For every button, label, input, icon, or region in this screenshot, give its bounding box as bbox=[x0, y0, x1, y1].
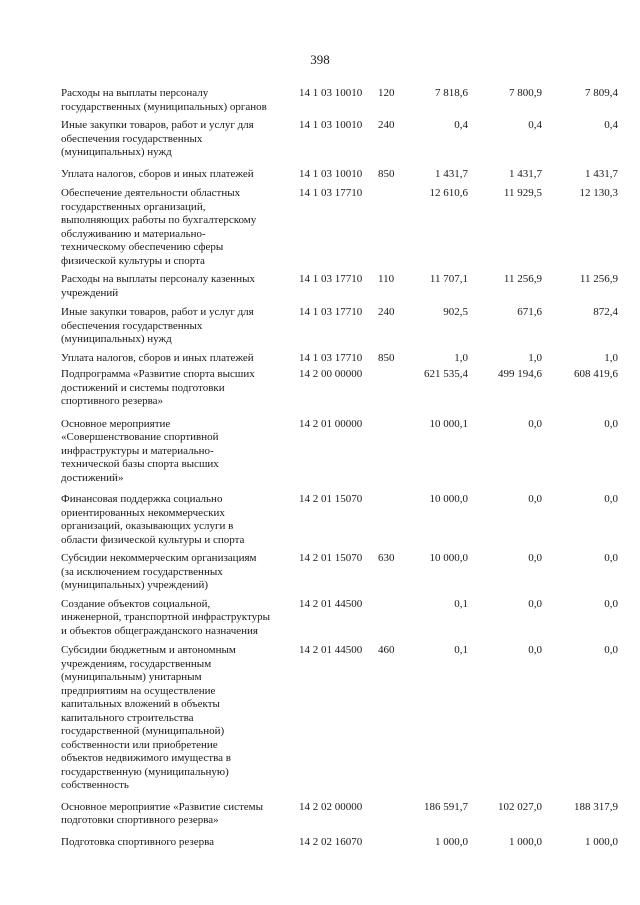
row-amount-1: 10 000,0 bbox=[429, 493, 468, 505]
table-row bbox=[61, 187, 621, 268]
row-name: Уплата налогов, сборов и иных платежей bbox=[61, 351, 254, 364]
row-code: 14 2 01 00000 bbox=[299, 417, 363, 430]
row-amount-3: 1 000,0 bbox=[585, 835, 618, 848]
row-name: Подготовка спортивного резерва bbox=[61, 835, 215, 848]
row-name: Субсидии некоммерческим организациям (за исключением государственных (муниципальных) учреждений) bbox=[61, 552, 257, 591]
row-amount-2: 11 929,5 bbox=[503, 187, 542, 199]
row-amount-3: 872,4 bbox=[593, 306, 618, 318]
row-code: 14 1 03 17710 bbox=[299, 306, 363, 318]
row-amount-1: 902,5 bbox=[443, 306, 468, 318]
row-code: 14 2 02 00000 bbox=[299, 800, 363, 813]
row-name: Субсидии бюджетным и автономным учреждениям, государственным (муниципальным) унитарным предприятиям на осуществление капитальных вложений в объекты капитального строительства государственной (муниципальной) собственности или приобретение объектов недвижимого имущества в государственную (муниципальную) собственность bbox=[61, 644, 236, 791]
table-row bbox=[61, 836, 621, 850]
row-amount-3: 0,0 bbox=[604, 552, 618, 564]
row-amount-3: 1,0 bbox=[604, 351, 618, 364]
row-amount-1: 12 610,6 bbox=[429, 187, 468, 199]
row-expense-type: 240 bbox=[378, 306, 395, 318]
row-amount-3: 0,0 bbox=[604, 644, 618, 656]
table-row bbox=[61, 168, 621, 182]
row-name: Создание объектов социальной, инженерной, транспортной инфраструктуры и объектов общегражданского назначения bbox=[61, 597, 271, 637]
table-row bbox=[61, 598, 621, 639]
row-amount-2: 499 194,6 bbox=[498, 368, 542, 380]
table-row bbox=[61, 644, 621, 793]
row-code: 14 1 03 17710 bbox=[299, 351, 363, 364]
row-amount-1: 1,0 bbox=[454, 351, 468, 364]
row-amount-1: 1 000,0 bbox=[435, 835, 468, 848]
row-name: Иные закупки товаров, работ и услуг для обеспечения государственных (муниципальных) нужд bbox=[61, 306, 254, 345]
row-amount-1: 10 000,1 bbox=[429, 417, 468, 430]
row-name: Уплата налогов, сборов и иных платежей bbox=[61, 167, 254, 180]
row-code: 14 2 01 44500 bbox=[299, 644, 363, 656]
row-amount-3: 11 256,9 bbox=[579, 273, 618, 285]
row-amount-1: 0,1 bbox=[454, 644, 468, 656]
table-row bbox=[61, 273, 621, 300]
row-amount-3: 0,0 bbox=[604, 597, 618, 610]
row-expense-type: 630 bbox=[378, 552, 395, 564]
row-code: 14 2 01 15070 bbox=[299, 493, 363, 505]
row-amount-1: 0,1 bbox=[454, 597, 468, 610]
row-expense-type: 120 bbox=[378, 87, 395, 99]
row-amount-3: 188 317,9 bbox=[574, 800, 618, 813]
table-row bbox=[61, 87, 621, 114]
row-amount-2: 1,0 bbox=[528, 351, 542, 364]
row-amount-2: 0,0 bbox=[528, 493, 542, 505]
table-row bbox=[61, 801, 621, 828]
row-amount-2: 11 256,9 bbox=[503, 273, 542, 285]
row-expense-type: 240 bbox=[378, 119, 395, 131]
row-amount-3: 7 809,4 bbox=[585, 87, 618, 99]
row-name: Подпрограмма «Развитие спорта высших достижений и системы подготовки спортивного резерва» bbox=[61, 368, 255, 407]
row-amount-2: 0,0 bbox=[528, 597, 542, 610]
table-row bbox=[61, 368, 621, 409]
row-code: 14 2 02 16070 bbox=[299, 835, 363, 848]
row-amount-1: 621 535,4 bbox=[424, 368, 468, 380]
table-row bbox=[61, 418, 621, 486]
row-name: Обеспечение деятельности областных государственных организаций, выполняющих работы по бухгалтерскому обслуживанию и материально- техническому обеспечению сферы физической культуры и спорта bbox=[61, 187, 257, 267]
row-amount-1: 11 707,1 bbox=[429, 273, 468, 285]
table-row bbox=[61, 119, 621, 160]
row-code: 14 2 01 44500 bbox=[299, 597, 363, 610]
row-code: 14 1 03 10010 bbox=[299, 167, 363, 180]
table-row bbox=[61, 493, 621, 547]
row-amount-3: 12 130,3 bbox=[579, 187, 618, 199]
row-name: Расходы на выплаты персоналу казенных учреждений bbox=[61, 273, 255, 299]
row-name: Основное мероприятие «Развитие системы подготовки спортивного резерва» bbox=[61, 800, 264, 826]
budget-table bbox=[61, 87, 621, 849]
row-amount-1: 7 818,6 bbox=[435, 87, 468, 99]
row-amount-3: 608 419,6 bbox=[574, 368, 618, 380]
row-code: 14 2 00 00000 bbox=[299, 368, 363, 380]
page-number: 398 bbox=[310, 52, 330, 67]
row-amount-2: 0,4 bbox=[528, 119, 542, 131]
row-amount-3: 0,0 bbox=[604, 493, 618, 505]
row-amount-1: 1 431,7 bbox=[435, 167, 468, 180]
row-expense-type: 110 bbox=[378, 273, 395, 285]
row-code: 14 1 03 17710 bbox=[299, 273, 363, 285]
row-expense-type: 460 bbox=[378, 644, 395, 656]
row-amount-2: 1 000,0 bbox=[509, 835, 542, 848]
row-code: 14 1 03 10010 bbox=[299, 119, 363, 131]
row-name: Основное мероприятие «Совершенствование спортивной инфраструктуры и материально- технической базы спорта высших достижений» bbox=[61, 417, 219, 484]
row-amount-3: 1 431,7 bbox=[585, 167, 618, 180]
row-name: Финансовая поддержка социально ориентированных некоммерческих организаций, оказывающих услуги в области физической культуры и спорта bbox=[61, 493, 245, 546]
row-amount-2: 0,0 bbox=[528, 552, 542, 564]
row-code: 14 1 03 10010 bbox=[299, 87, 363, 99]
row-amount-2: 0,0 bbox=[528, 644, 542, 656]
row-amount-3: 0,4 bbox=[604, 119, 618, 131]
row-amount-1: 10 000,0 bbox=[429, 552, 468, 564]
row-code: 14 2 01 15070 bbox=[299, 552, 363, 564]
row-name: Иные закупки товаров, работ и услуг для обеспечения государственных (муниципальных) нужд bbox=[61, 119, 254, 158]
row-code: 14 1 03 17710 bbox=[299, 187, 363, 199]
row-amount-2: 1 431,7 bbox=[509, 167, 542, 180]
row-amount-2: 0,0 bbox=[528, 417, 542, 430]
row-expense-type: 850 bbox=[378, 167, 395, 180]
table-row bbox=[61, 352, 621, 366]
row-name: Расходы на выплаты персоналу государственных (муниципальных) органов bbox=[61, 87, 267, 113]
row-amount-2: 671,6 bbox=[517, 306, 542, 318]
row-amount-2: 102 027,0 bbox=[498, 800, 542, 813]
table-row bbox=[61, 552, 621, 593]
row-amount-1: 0,4 bbox=[454, 119, 468, 131]
table-row bbox=[61, 306, 621, 347]
row-amount-3: 0,0 bbox=[604, 417, 618, 430]
row-expense-type: 850 bbox=[378, 351, 395, 364]
row-amount-1: 186 591,7 bbox=[424, 800, 468, 813]
row-amount-2: 7 800,9 bbox=[509, 87, 542, 99]
